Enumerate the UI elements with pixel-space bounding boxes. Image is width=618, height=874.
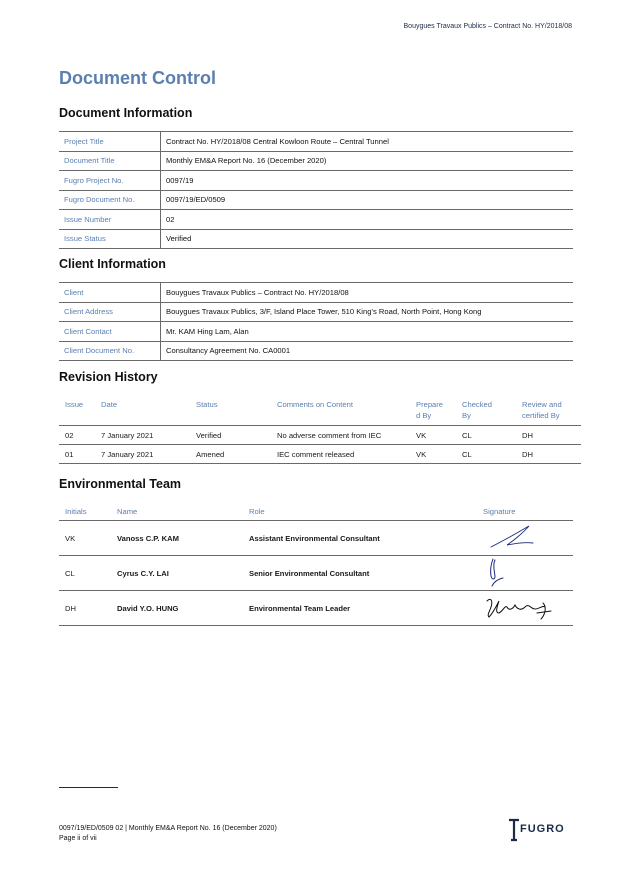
status-cell: Amened <box>190 445 271 464</box>
review-cell: DH <box>516 426 581 445</box>
field-value: Consultancy Agreement No. CA0001 <box>161 341 574 361</box>
comments-cell: No adverse comment from IEC <box>271 426 410 445</box>
header-line: Checked <box>462 400 492 409</box>
signature-cell <box>477 521 573 556</box>
field-label: Project Title <box>59 132 161 152</box>
column-header-signature: Signature <box>477 502 573 521</box>
field-label: Client Address <box>59 302 161 322</box>
date-cell: 7 January 2021 <box>95 426 190 445</box>
signature-cell <box>477 591 573 626</box>
header-line: Prepare <box>416 400 444 409</box>
field-label: Client <box>59 283 161 303</box>
field-value: Verified <box>161 229 574 249</box>
field-label: Fugro Project No. <box>59 171 161 191</box>
column-header-checked-by <box>456 395 516 426</box>
header-line: By <box>462 411 471 420</box>
footer-document-reference: 0097/19/ED/0509 02 | Monthly EM&A Report No. 16 (December 2020) <box>59 825 277 832</box>
issue-cell: 01 <box>59 445 95 464</box>
name-cell: David Y.O. HUNG <box>111 591 243 626</box>
table-row <box>59 426 581 445</box>
status-cell: Verified <box>190 426 271 445</box>
table-row <box>59 302 573 322</box>
header-line: certified By <box>522 411 560 420</box>
table-row <box>59 341 573 361</box>
name-cell: Vanoss C.P. KAM <box>111 521 243 556</box>
logo-text: FUGRO <box>520 823 565 835</box>
table-row <box>59 283 573 303</box>
column-header-prepared-by <box>410 395 456 426</box>
fugro-logo <box>507 816 577 842</box>
field-label: Client Contact <box>59 322 161 342</box>
table-row <box>59 171 573 191</box>
table-row <box>59 322 573 342</box>
signature-vk-image <box>483 521 553 553</box>
column-header-initials: Initials <box>59 502 111 521</box>
field-label: Issue Status <box>59 229 161 249</box>
running-header: Bouygues Travaux Publics – Contract No. HY/2018/08 <box>403 23 572 30</box>
table-row <box>59 591 573 626</box>
issue-cell: 02 <box>59 426 95 445</box>
column-header-comments: Comments on Content <box>271 395 410 426</box>
table-row <box>59 556 573 591</box>
column-header-name: Name <box>111 502 243 521</box>
field-value: 0097/19/ED/0509 <box>161 190 574 210</box>
comments-cell: IEC comment released <box>271 445 410 464</box>
column-header-status: Status <box>190 395 271 426</box>
page-footer <box>59 824 277 844</box>
initials-cell: DH <box>59 591 111 626</box>
field-value: 0097/19 <box>161 171 574 191</box>
column-header-issue: Issue <box>59 395 95 426</box>
document-information-table <box>59 131 573 249</box>
client-information-heading: Client Information <box>59 257 166 271</box>
table-row <box>59 151 573 171</box>
role-cell: Environmental Team Leader <box>243 591 477 626</box>
prepared-by-cell: VK <box>410 445 456 464</box>
signature-cl-image <box>483 556 553 588</box>
header-line: Review and <box>522 400 562 409</box>
environmental-team-table <box>59 502 573 626</box>
page-title: Document Control <box>59 68 216 88</box>
header-line: d By <box>416 411 432 420</box>
client-information-table <box>59 282 573 361</box>
field-value: Bouygues Travaux Publics – Contract No. HY/2018/08 <box>161 283 574 303</box>
checked-by-cell: CL <box>456 445 516 464</box>
field-value: Mr. KAM Hing Lam, Alan <box>161 322 574 342</box>
prepared-by-cell: VK <box>410 426 456 445</box>
date-cell: 7 January 2021 <box>95 445 190 464</box>
table-header-row <box>59 395 581 426</box>
table-row <box>59 229 573 249</box>
field-label: Document Title <box>59 151 161 171</box>
signature-dh-image <box>483 591 563 623</box>
initials-cell: VK <box>59 521 111 556</box>
field-value: Monthly EM&A Report No. 16 (December 2020) <box>161 151 574 171</box>
initials-cell: CL <box>59 556 111 591</box>
field-label: Issue Number <box>59 210 161 230</box>
table-row <box>59 210 573 230</box>
revision-history-table <box>59 395 581 464</box>
name-cell: Cyrus C.Y. LAI <box>111 556 243 591</box>
field-value: Bouygues Travaux Publics, 3/F, Island Place Tower, 510 King’s Road, North Point, Hong Kong <box>161 302 574 322</box>
revision-history-heading: Revision History <box>59 370 158 384</box>
column-header-date: Date <box>95 395 190 426</box>
checked-by-cell: CL <box>456 426 516 445</box>
document-information-heading: Document Information <box>59 106 193 120</box>
table-row <box>59 521 573 556</box>
field-label: Fugro Document No. <box>59 190 161 210</box>
role-cell: Senior Environmental Consultant <box>243 556 477 591</box>
table-row <box>59 190 573 210</box>
role-cell: Assistant Environmental Consultant <box>243 521 477 556</box>
signature-cell <box>477 556 573 591</box>
review-cell: DH <box>516 445 581 464</box>
column-header-review-certified-by <box>516 395 581 426</box>
table-header-row <box>59 502 573 521</box>
column-header-role: Role <box>243 502 477 521</box>
environmental-team-heading: Environmental Team <box>59 477 182 491</box>
field-value: 02 <box>161 210 574 230</box>
table-row <box>59 132 573 152</box>
field-label: Client Document No. <box>59 341 161 361</box>
footnote-separator <box>59 787 118 788</box>
footer-page-number: Page ii of vii <box>59 835 97 842</box>
field-value: Contract No. HY/2018/08 Central Kowloon Route – Central Tunnel <box>161 132 574 152</box>
table-row <box>59 445 581 464</box>
